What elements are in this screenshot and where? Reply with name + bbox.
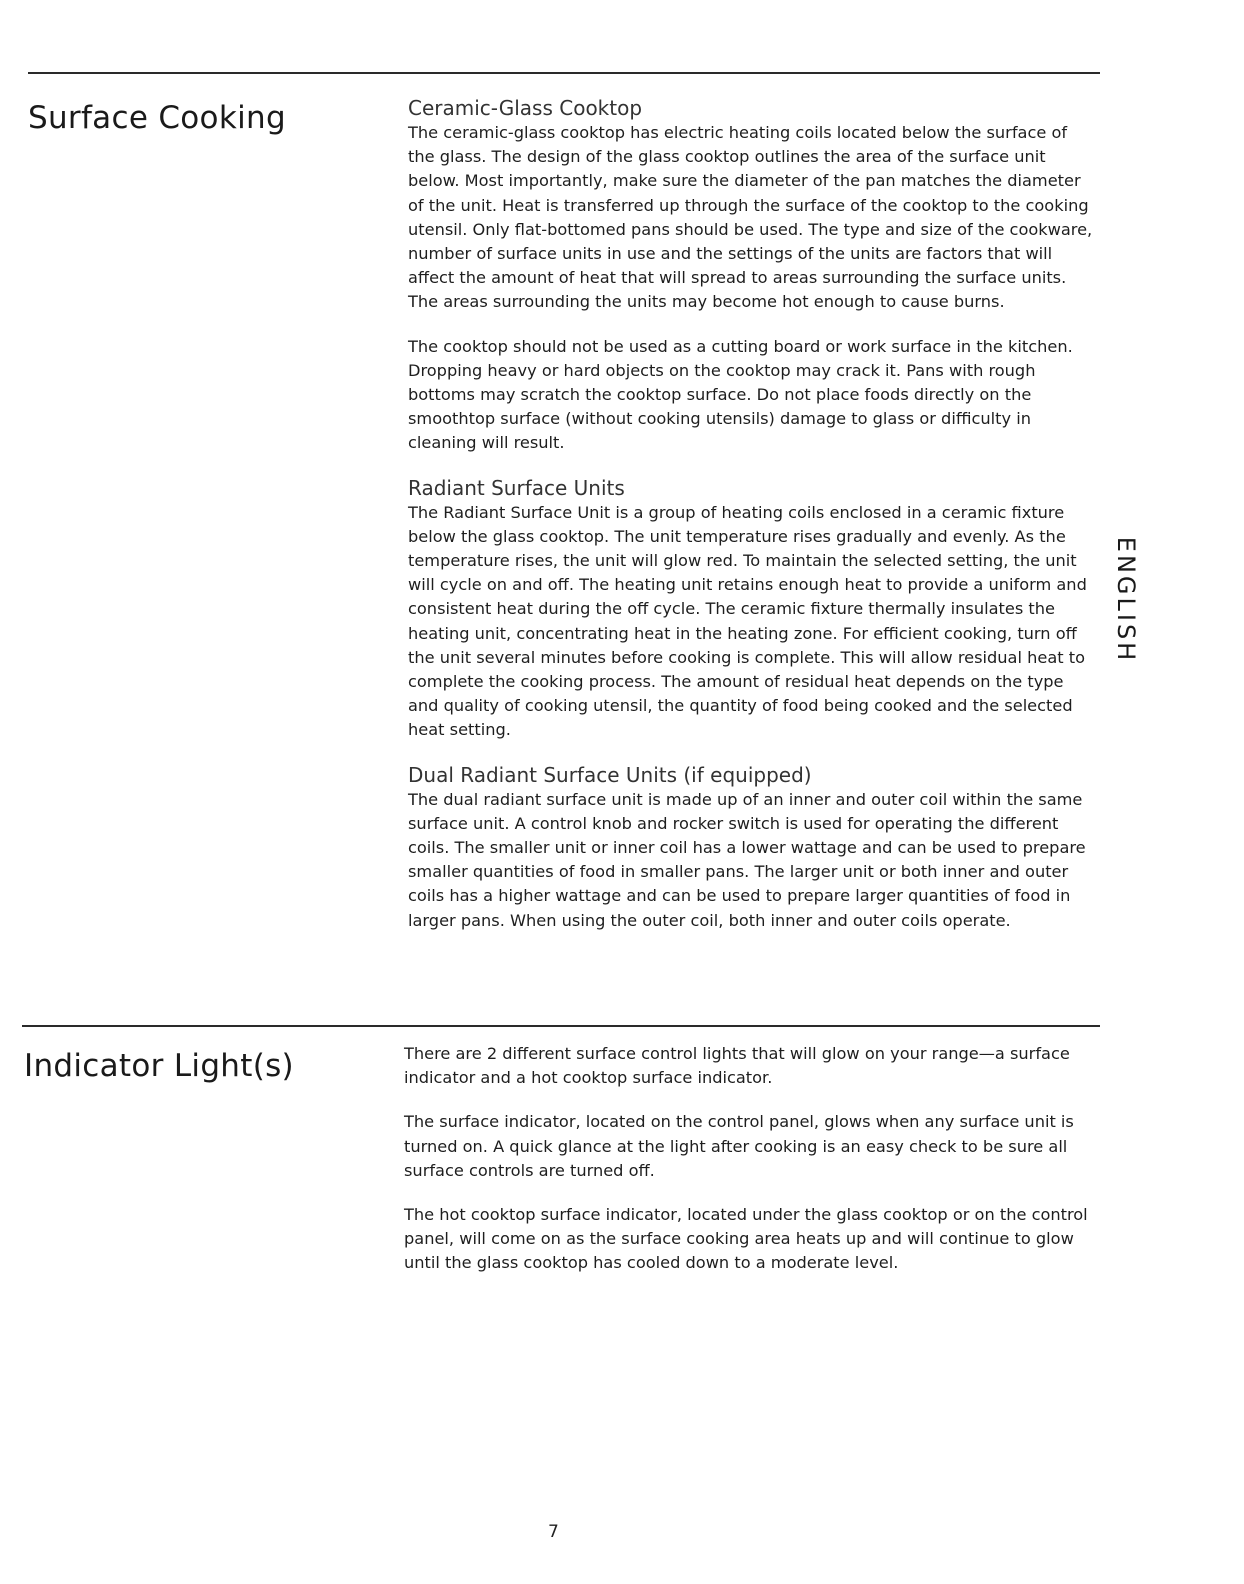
- indicator-lights-content: [404, 1042, 1092, 1296]
- page-number: 7: [548, 1522, 559, 1542]
- subheading-radiant: Radiant Surface Units: [408, 475, 625, 500]
- paragraph-ceramic-glass-1: The ceramic-glass cooktop has electric heating coils located below the surface of the glass. The design of the glass cooktop outlines the area of the surface unit below. Most importantly, make sure the diameter of the pan matches the diameter of the unit. Heat is transferred up through the surface of the cooktop to the cooking utensil. Only flat-bottomed pans should be used. The type and size of the cookware, number of surface units in use and the settings of the units are factors that will affect the amount of heat that will spread to areas surrounding the surface units. The areas surrounding the units may become hot enough to cause burns.: [408, 123, 1093, 312]
- subheading-dual-radiant: Dual Radiant Surface Units (if equipped): [408, 762, 812, 787]
- paragraph-radiant: The Radiant Surface Unit is a group of heating coils enclosed in a ceramic fixture below the glass cooktop. The unit temperature rises gradually and evenly. As the temperature rises, the unit will glow red. To maintain the selected setting, the unit will cycle on and off. The heating unit retains enough heat to provide a uniform and consistent heat during the off cycle. The ceramic fixture thermally insulates the heating unit, concentrating heat in the heating zone. For efficient cooking, turn off the unit several minutes before cooking is complete. This will allow residual heat to complete the cooking process. The amount of residual heat depends on the type and quality of cooking utensil, the quantity of food being cooked and the selected heat setting.: [408, 502, 1087, 740]
- paragraph-indicator-1: There are 2 different surface control lights that will glow on your range—a surface indicator and a hot cooktop surface indicator.: [404, 1044, 1070, 1088]
- top-divider: [28, 72, 1100, 74]
- subheading-ceramic-glass: Ceramic-Glass Cooktop: [408, 96, 643, 120]
- paragraph-indicator-2: The surface indicator, located on the control panel, glows when any surface unit is turned on. A quick glance at the light after cooking is an easy check to be sure all surface controls are turned off.: [404, 1112, 1074, 1180]
- paragraph-dual-radiant: The dual radiant surface unit is made up of an inner and outer coil within the same surface unit. A control knob and rocker switch is used for operating the different coils. The smaller unit or inner coil has a lower wattage and can be used to prepare smaller quantities of food in smaller pans. The larger unit or both inner and outer coils has a higher wattage and can be used to prepare larger quantities of food in larger pans. When using the outer coil, both inner and outer coils operate.: [408, 789, 1086, 930]
- section-title-indicator-lights: Indicator Light(s): [24, 1048, 294, 1084]
- section-title-surface-cooking: Surface Cooking: [28, 100, 286, 136]
- paragraph-indicator-3: The hot cooktop surface indicator, located under the glass cooktop or on the control panel, will come on as the surface cooking area heats up and will continue to glow until the glass cooktop has cooled down to a moderate level.: [404, 1205, 1088, 1273]
- surface-cooking-content: [408, 96, 1096, 953]
- side-tab-label: ENGLISH: [1112, 536, 1140, 664]
- paragraph-ceramic-glass-2: The cooktop should not be used as a cutting board or work surface in the kitchen. Dropping heavy or hard objects on the cooktop may crack it. Pans with rough bottoms may scratch the cooktop surface. Do not place foods directly on the smoothtop surface (without cooking utensils) damage to glass or difficulty in cleaning will result.: [408, 336, 1073, 453]
- middle-divider: [22, 1025, 1100, 1027]
- language-side-tab: [1112, 530, 1140, 670]
